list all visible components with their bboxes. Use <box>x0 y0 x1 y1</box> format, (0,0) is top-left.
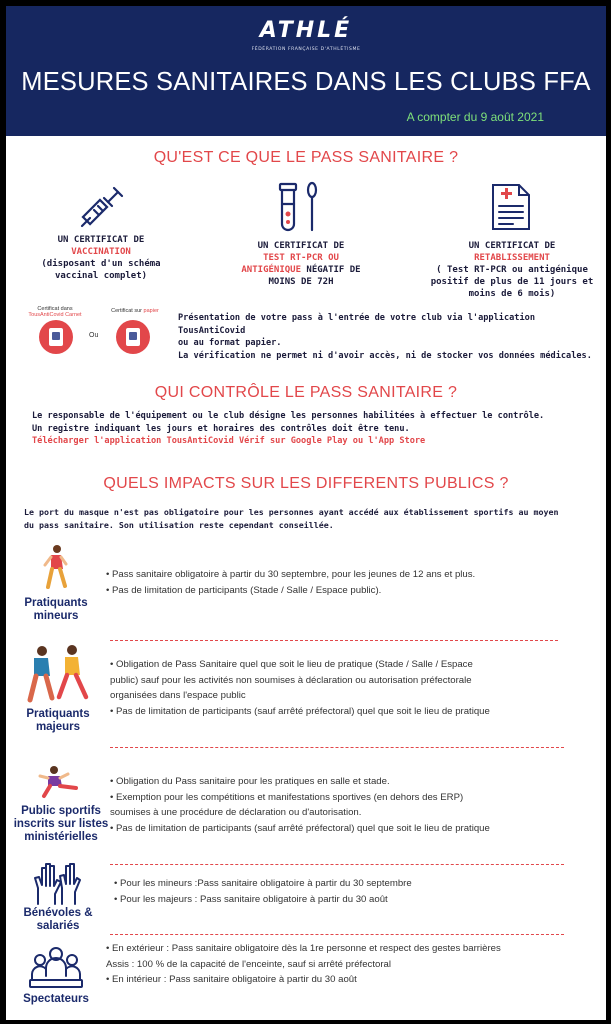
cert-test: UN CERTIFICAT DE TEST RT-PCR OU ANTIGÉNIQUE NÉGATIF DE MOINS DE 72H <box>241 241 361 287</box>
audience-label-volunteers: Bénévoles & salariés <box>23 907 93 932</box>
header-banner <box>6 6 606 136</box>
paper-certificate-icon <box>116 320 150 354</box>
app-certificate-icon <box>39 320 73 354</box>
control-text: Le responsable de l'équipement ou le club désigne les personnes habilitées à effectuer le contrôle. Un registre indiquant les jours et horaires des contrôles doit être tenu. Télécharger l'application TousAntiCovid Vérif sur Google Play ou l'App Store <box>32 411 545 446</box>
syringe-icon <box>76 182 126 232</box>
audience-bullets-minors: • Pass sanitaire obligatoire à partir du 30 septembre, pour les jeunes de 12 ans et plus. • Pas de limitation de participants (Stade / Salle / Espace public). <box>106 569 476 596</box>
raised-hands-icon <box>32 858 82 906</box>
cert-recovery: UN CERTIFICAT DE RETABLISSEMENT ( Test RT-PCR ou antigénique positif de plus de 11 jours et moins de 6 mois) <box>430 241 594 299</box>
audience-label-spectators: Spectateurs <box>23 993 89 1005</box>
presentation-text: Présentation de votre pass à l'entrée de votre club via l'application TousAntiCovid ou au format papier. La vérification ne permet ni d'avoir accès, ni de stocker vos données médicales. <box>178 313 592 361</box>
audience-label-listed-athletes: Public sportifs inscrits sur listes ministérielles <box>13 805 109 843</box>
cert-vaccination: UN CERTIFICAT DE VACCINATION (disposant d'un schéma vaccinal complet) <box>41 235 161 281</box>
logo-subtitle: FÉDÉRATION FRANÇAISE D'ATHLÉTISME <box>251 47 361 52</box>
paper-caption: Certificat sur papier <box>111 308 159 314</box>
infographic-page <box>6 6 606 1020</box>
audience-bullets-listed-athletes: • Obligation du Pass sanitaire pour les pratiques en salle et stade. • Exemption pour les compétitions et manifestations sportives (en dehors des ERP) soumises à une procédure de déclaration ou d'autorisation. • Pas de limitation de participants (sauf arrêté préfectoral) quel que soit le lieu de pratique <box>110 776 490 834</box>
section-title-control: QUI CONTRÔLE LE PASS SANITAIRE ? <box>154 384 458 401</box>
adult-runners-icon <box>20 641 96 705</box>
carnet-caption: Certificat dans TousAntiCovid Carnet <box>28 306 82 318</box>
audience-bullets-volunteers: • Pour les mineurs :Pass sanitaire obligatoire à partir du 30 septembre • Pour les majeurs : Pass sanitaire obligatoire à partir du 30 août <box>114 878 412 905</box>
young-runner-icon <box>42 544 70 590</box>
page-title: MESURES SANITAIRES DANS LES CLUBS FFA <box>21 68 591 96</box>
section-title-impacts: QUELS IMPACTS SUR LES DIFFERENTS PUBLICS ? <box>103 475 509 492</box>
athle-logo: ATHLÉ <box>259 18 353 43</box>
mask-intro-text: Le port du masque n'est pas obligatoire pour les personnes ayant accédé aux établissement sportifs au moyen du pass sanitaire. Son utilisation reste cependant conseillée. <box>24 507 559 530</box>
section-title-pass: QU'EST CE QUE LE PASS SANITAIRE ? <box>153 149 459 166</box>
audience-label-minors: Pratiquants mineurs <box>24 597 88 622</box>
section-divider <box>110 640 558 641</box>
download-app-link[interactable]: Télécharger l'application TousAntiCovid Vérif sur Google Play ou l'App Store <box>32 436 426 446</box>
or-label: Ou <box>89 332 99 339</box>
crowd-icon <box>28 942 84 990</box>
section-divider <box>110 864 564 865</box>
section-divider <box>110 934 564 935</box>
section-divider <box>110 747 564 748</box>
audience-bullets-spectators: • En extérieur : Pass sanitaire obligatoire dès la 1re personne et respect des gestes barrières Assis : 100 % de la capacité de l'enceinte, sauf si arrêté préfectoral • En intérieur : Pass sanitaire obligatoire à partir du 30 août <box>106 943 501 986</box>
audience-label-adults: Pratiquants majeurs <box>26 708 90 733</box>
audience-bullets-adults: • Obligation de Pass Sanitaire quel que soit le lieu de pratique (Stade / Salle / Espace public) sauf pour les activités non soumises à déclaration ou autorisation préfectorale organisées dans l'espace public • Pas de limitation de participants (sauf arrêté préfectoral) quel que soit le lieu de pratique <box>110 659 490 717</box>
long-jump-athlete-icon <box>38 764 82 800</box>
medical-document-icon <box>489 182 533 232</box>
test-tube-icon <box>276 180 326 234</box>
effective-date: A compter du 9 août 2021 <box>406 110 544 124</box>
